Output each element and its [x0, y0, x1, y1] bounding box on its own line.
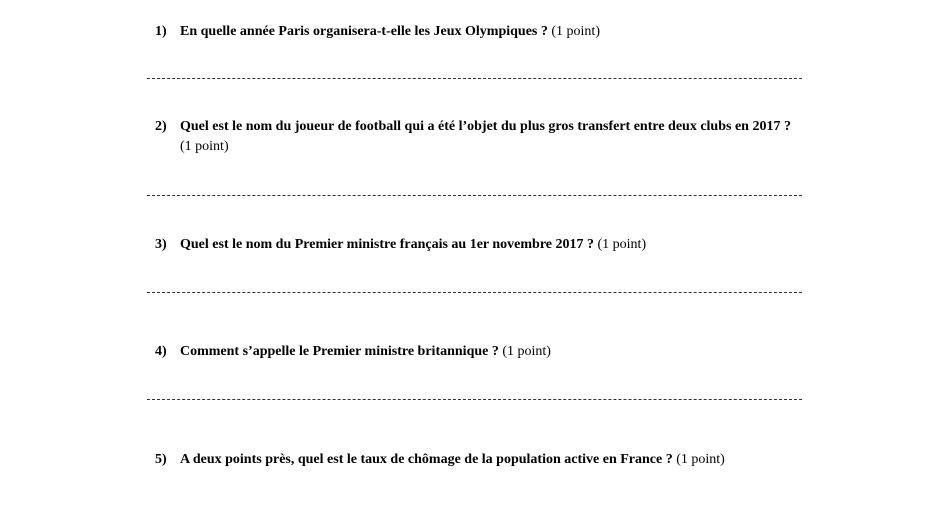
answer-separator-3	[147, 292, 802, 293]
answer-separator-4	[147, 399, 802, 400]
question-points: (1 point)	[597, 237, 647, 252]
question-body	[180, 450, 795, 470]
question-number: 3)	[155, 237, 167, 252]
question-number: 5)	[155, 452, 167, 467]
question-number: 4)	[155, 344, 167, 359]
question-body	[180, 235, 795, 255]
question-number: 1)	[155, 24, 167, 39]
question-points: (1 point)	[551, 24, 600, 39]
question-number: 2)	[155, 119, 167, 134]
question-points: (1 point)	[180, 139, 229, 154]
question-text: A deux points près, quel est le taux de chômage de la population active en France ?	[180, 452, 673, 467]
question-body	[180, 22, 795, 42]
answer-separator-1	[147, 78, 802, 79]
question-text: Quel est le nom du Premier ministre français au 1er novembre 2017 ?	[180, 237, 594, 252]
question-3	[155, 235, 795, 255]
question-4	[155, 342, 795, 362]
question-points: (1 point)	[502, 344, 551, 359]
question-body	[180, 117, 795, 157]
answer-separator-2	[147, 195, 802, 196]
question-text: En quelle année Paris organisera-t-elle les Jeux Olympiques ?	[180, 24, 548, 39]
question-points: (1 point)	[676, 452, 725, 467]
question-1	[155, 22, 795, 42]
question-text: Quel est le nom du joueur de football qui a été l’objet du plus gros transfert entre deux clubs en 2017 ?	[180, 119, 791, 134]
question-5	[155, 450, 795, 470]
question-text: Comment s’appelle le Premier ministre britannique ?	[180, 344, 499, 359]
question-2	[155, 117, 795, 157]
question-body	[180, 342, 795, 362]
